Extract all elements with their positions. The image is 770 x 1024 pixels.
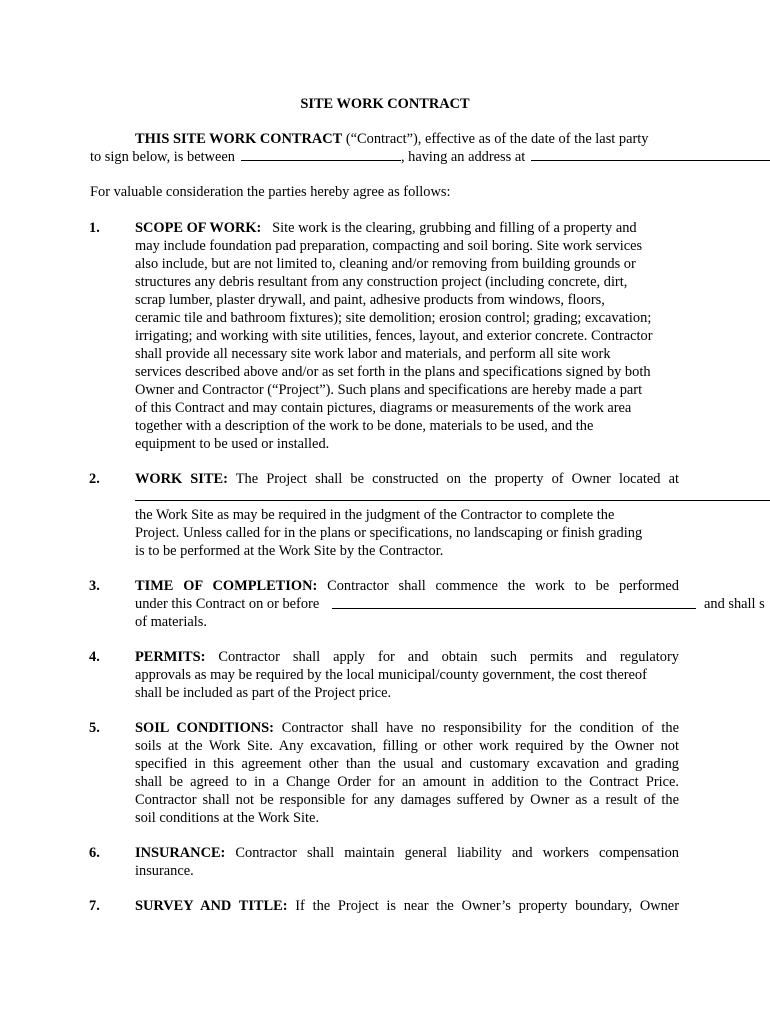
section-4-number: 4. xyxy=(89,649,100,665)
section-1-line: equipment to be used or installed. xyxy=(135,436,330,452)
section-3-line-1 xyxy=(135,577,679,595)
section-5-line: soil conditions at the Work Site. xyxy=(135,810,320,826)
section-3-number: 3. xyxy=(89,578,100,594)
section-6-line: insurance. xyxy=(135,863,194,879)
section-5-line: soils at the Work Site. Any excavation, filling or other work required by the Owner not xyxy=(135,738,679,754)
section-2-number: 2. xyxy=(89,471,100,487)
section-6-text: Contractor shall maintain general liability and workers compensation xyxy=(235,845,679,861)
section-7-line-1 xyxy=(135,897,679,915)
section-5-line: specified in this agreement other than the usual and customary excavation and grading xyxy=(135,756,679,772)
page-title: SITE WORK CONTRACT xyxy=(300,96,470,112)
section-1-line: shall provide all necessary site work labor and materials, and perform all site work xyxy=(135,346,611,362)
section-2-line-1 xyxy=(135,470,679,488)
section-5-number: 5. xyxy=(89,720,100,736)
section-2-heading: WORK SITE: xyxy=(135,471,228,487)
party-name-blank[interactable] xyxy=(241,148,401,161)
section-5-heading: SOIL CONDITIONS: xyxy=(135,720,274,736)
section-3-line-2-end: and shall s xyxy=(704,596,765,612)
section-1-line: together with a description of the work to be done, materials to be used, and the xyxy=(135,418,594,434)
intro-address-text: , having an address at xyxy=(400,149,526,165)
section-1-line: Owner and Contractor (“Project”). Such plans and specifications are hereby made a part xyxy=(135,382,643,398)
work-site-address-blank[interactable] xyxy=(135,500,770,501)
section-1-line-1 xyxy=(135,219,637,237)
section-1-number: 1. xyxy=(89,220,100,236)
section-1-line: ceramic tile and bathroom fixtures); site demolition; erosion control; grading; excavation; xyxy=(135,310,652,326)
section-6-number: 6. xyxy=(89,845,100,861)
section-1-line: of this Contract and may contain pictures, diagrams or measurements of the work area xyxy=(135,400,632,416)
section-1-line: services described above and/or as set forth in the plans and specifications signed by both xyxy=(135,364,651,380)
section-7-number: 7. xyxy=(89,898,100,914)
section-5-line: Contractor shall not be responsible for any damages suffered by Owner as a result of the xyxy=(135,792,679,808)
section-1-heading: SCOPE OF WORK: xyxy=(135,220,262,236)
section-2-line: Project. Unless called for in the plans or specifications, no landscaping or finish grading xyxy=(135,525,643,541)
section-5-line: shall be agreed to in a Change Order for an amount in addition to the Contract Price. xyxy=(135,774,679,790)
section-4-line: shall be included as part of the Project price. xyxy=(135,685,392,701)
intro-line-1 xyxy=(135,130,648,148)
intro-bold-lead: THIS SITE WORK CONTRACT xyxy=(135,131,343,147)
section-3-text: Contractor shall commence the work to be performed xyxy=(327,578,679,594)
section-3-line-3: of materials. xyxy=(135,614,207,630)
section-1-line: irrigating; and working with site utilities, fences, layout, and exterior concrete. Contractor xyxy=(135,328,653,344)
section-3-heading: TIME OF COMPLETION: xyxy=(135,578,318,594)
section-7-heading: SURVEY AND TITLE: xyxy=(135,898,288,914)
section-6-line-1 xyxy=(135,844,679,862)
section-2-text: The Project shall be constructed on the property of Owner located at xyxy=(235,471,679,487)
section-2-line: the Work Site as may be required in the judgment of the Contractor to complete the xyxy=(135,507,615,523)
section-4-heading: PERMITS: xyxy=(135,649,206,665)
section-4-text: Contractor shall apply for and obtain such permits and regulatory xyxy=(218,649,679,665)
section-5-line-1 xyxy=(135,719,679,737)
section-3-line-2: under this Contract on or before xyxy=(135,596,320,612)
intro-between-text: to sign below, is between xyxy=(90,149,235,165)
start-date-blank[interactable] xyxy=(332,608,696,609)
section-1-line: may include foundation pad preparation, compacting and soil boring. Site work services xyxy=(135,238,643,254)
section-4-line-1 xyxy=(135,648,679,666)
section-5-text: Contractor shall have no responsibility for the condition of the xyxy=(281,720,679,736)
consideration-text: For valuable consideration the parties hereby agree as follows: xyxy=(90,184,451,200)
section-7-text: If the Project is near the Owner’s property boundary, Owner xyxy=(295,898,679,914)
section-6-heading: INSURANCE: xyxy=(135,845,226,861)
section-1-line: scrap lumber, plaster drywall, and paint, adhesive products from windows, floors, xyxy=(135,292,605,308)
party-address-blank[interactable] xyxy=(531,148,770,161)
section-4-line: approvals as may be required by the local municipal/county government, the cost thereof xyxy=(135,667,647,683)
intro-line-2 xyxy=(90,148,770,166)
section-2-line: is to be performed at the Work Site by the Contractor. xyxy=(135,543,444,559)
section-1-text: Site work is the clearing, grubbing and filling of a property and xyxy=(272,220,637,236)
section-1-line: also include, but are not limited to, cleaning and/or removing from building grounds or xyxy=(135,256,636,272)
section-1-line: structures any debris resultant from any construction project (including concrete, dirt, xyxy=(135,274,628,290)
intro-line-1-text: (“Contract”), effective as of the date of the last party xyxy=(342,131,649,147)
